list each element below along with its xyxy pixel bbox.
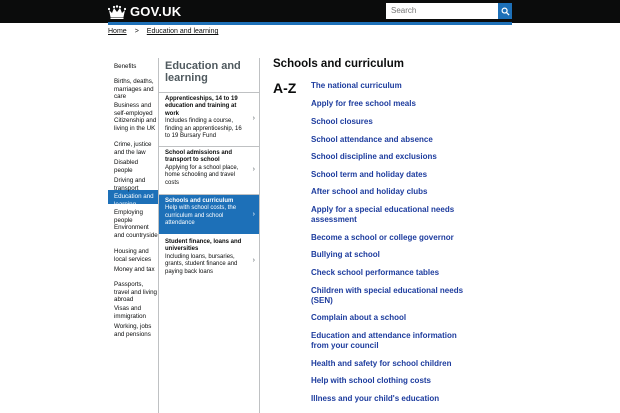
nav-item-benefits[interactable]: Benefits [114, 63, 137, 70]
govuk-logo[interactable] [108, 3, 181, 20]
list-item-link[interactable]: After school and holiday clubs [311, 187, 428, 196]
list-item-link[interactable]: The national curriculum [311, 81, 402, 90]
subnav-item-desc: Help with school costs, the curriculum and school attendance [165, 205, 237, 227]
list-item-link[interactable]: Children with special educational needs (SEN) [311, 286, 464, 305]
breadcrumb-education[interactable]: Education and learning [146, 28, 219, 35]
subnav-title: Education and learning [165, 60, 241, 84]
subnav-item-desc: Including loans, bursaries, grants, student finance and paying back loans [165, 253, 238, 275]
list-item-link[interactable]: School term and holiday dates [311, 170, 428, 179]
breadcrumb [108, 28, 218, 35]
list-item-link[interactable]: Apply for a special educational needs assessment [311, 205, 455, 224]
list-item-link[interactable]: School closures [311, 117, 373, 126]
chevron-right-icon: › [252, 166, 255, 173]
subtopic-nav [159, 58, 260, 413]
nav-item-environment[interactable]: Environment and countryside [114, 224, 158, 239]
topic-nav [108, 58, 159, 413]
subnav-item-apprenticeships[interactable] [159, 92, 259, 144]
page-title: Schools and curriculum [273, 58, 404, 70]
site-header [0, 0, 620, 23]
subnav-item-title: School admissions and transport to school [165, 150, 233, 164]
list-item-link[interactable]: Complain about a school [311, 313, 407, 322]
subnav-item-admissions[interactable] [159, 146, 259, 193]
nav-item-passports[interactable]: Passports, travel and living abroad [114, 281, 157, 303]
list-item-link[interactable]: Bullying at school [311, 250, 380, 259]
chevron-right-icon: › [252, 210, 255, 218]
header-blue-rule [108, 22, 512, 25]
nav-item-education[interactable]: Education and learning [108, 190, 158, 204]
chevron-right-icon: › [252, 257, 255, 264]
breadcrumb-home[interactable]: Home [108, 28, 127, 35]
search-button[interactable] [498, 3, 512, 19]
nav-item-births[interactable]: Births, deaths, marriages and care [114, 78, 154, 100]
list-item-link[interactable]: Education and attendance information from your council [311, 331, 457, 350]
az-label: A-Z [273, 80, 297, 96]
list-item-link[interactable]: Health and safety for school children [311, 359, 452, 368]
nav-item-visas[interactable]: Visas and immigration [114, 305, 146, 320]
nav-item-employing[interactable]: Employing people [114, 209, 143, 224]
nav-item-driving[interactable]: Driving and transport [114, 177, 146, 192]
list-item-link[interactable]: Help with school clothing costs [311, 376, 432, 385]
breadcrumb-separator: > [134, 28, 139, 35]
subnav-item-title: Apprenticeships, 14 to 19 education and training at work [165, 96, 238, 117]
search-icon [501, 7, 510, 16]
search-input[interactable] [386, 3, 498, 19]
logo-text: GOV.UK [130, 4, 182, 19]
main-content [273, 58, 513, 70]
nav-item-business[interactable]: Business and self-employed [114, 102, 153, 117]
subnav-item-schools[interactable] [159, 194, 259, 234]
nav-item-working[interactable]: Working, jobs and pensions [114, 323, 152, 338]
nav-item-citizenship[interactable]: Citizenship and living in the UK [114, 117, 157, 132]
list-item-link[interactable]: Check school performance tables [311, 268, 440, 277]
subnav-item-desc: Includes finding a course, finding an apprenticeship, 16 to 19 Bursary Fund [165, 118, 242, 140]
subnav-item-title: Schools and curriculum [165, 198, 234, 204]
list-item-link[interactable]: Apply for free school meals [311, 99, 416, 108]
list-item-link[interactable]: School attendance and absence [311, 135, 433, 144]
subnav-item-desc: Applying for a school place, home schooling and travel costs [165, 164, 239, 186]
nav-item-crime[interactable]: Crime, justice and the law [114, 141, 152, 156]
subnav-item-title: Student finance, loans and universities [165, 239, 242, 253]
nav-item-money[interactable]: Money and tax [114, 266, 155, 273]
nav-item-disabled[interactable]: Disabled people [114, 159, 139, 174]
list-item-link[interactable]: School discipline and exclusions [311, 152, 437, 161]
list-item-link[interactable]: Become a school or college governor [311, 233, 454, 242]
nav-item-housing[interactable]: Housing and local services [114, 248, 152, 263]
subnav-item-student-finance[interactable] [159, 236, 259, 286]
list-item-link[interactable]: Illness and your child's education [311, 394, 440, 403]
chevron-right-icon: › [252, 114, 255, 122]
crown-icon [108, 5, 126, 19]
